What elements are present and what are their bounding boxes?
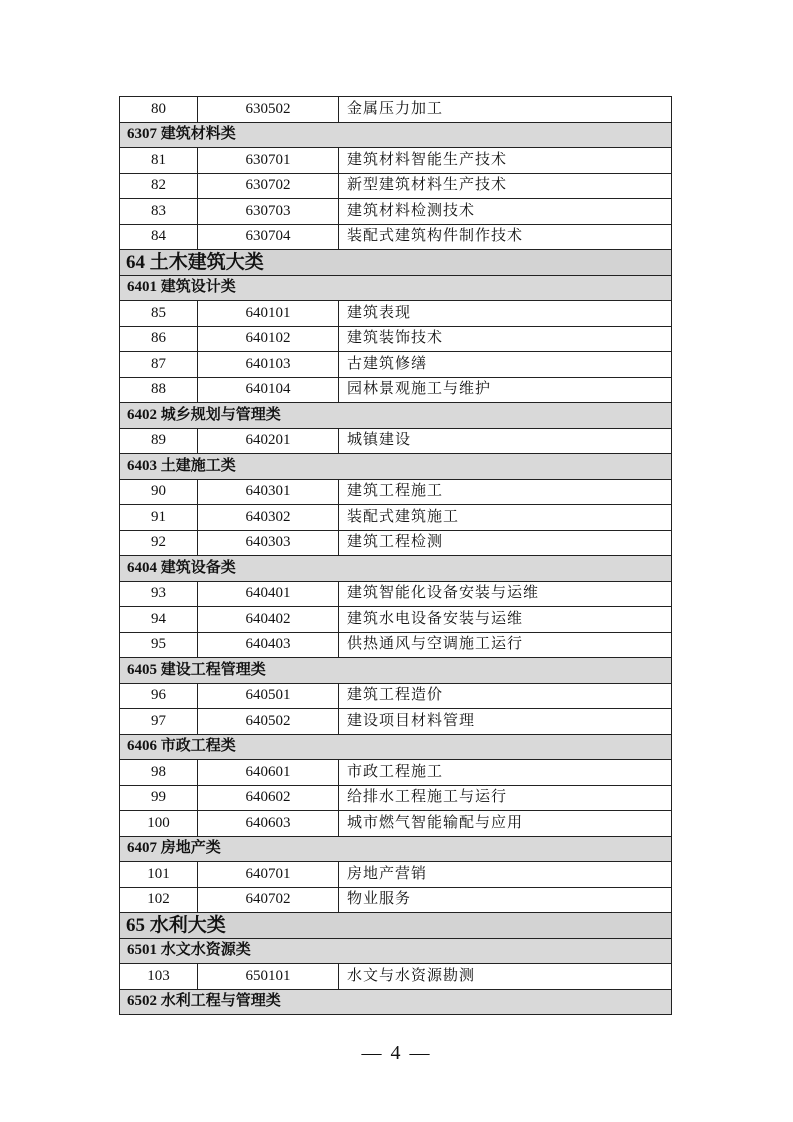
program-name: 给排水工程施工与运行 [339,785,672,811]
program-row [120,683,672,709]
program-number: 101 [120,862,198,888]
category-row [120,658,672,684]
program-number: 98 [120,760,198,786]
program-number: 85 [120,301,198,327]
program-number: 80 [120,97,198,123]
program-name: 建筑工程检测 [339,530,672,556]
program-number: 100 [120,811,198,837]
program-number: 91 [120,505,198,531]
program-row [120,428,672,454]
program-name: 供热通风与空调施工运行 [339,632,672,658]
category-row [120,122,672,148]
program-name: 建筑工程施工 [339,479,672,505]
program-row [120,505,672,531]
program-name: 建筑材料智能生产技术 [339,148,672,174]
program-code: 640602 [198,785,339,811]
category-row [120,454,672,480]
program-row [120,811,672,837]
program-code: 640102 [198,326,339,352]
program-code: 640302 [198,505,339,531]
program-code: 640502 [198,709,339,735]
program-number: 103 [120,964,198,990]
program-name: 建筑表现 [339,301,672,327]
program-code: 630702 [198,173,339,199]
program-table [119,96,672,1015]
program-row [120,377,672,403]
category-row [120,556,672,582]
category-label: 6502 水利工程与管理类 [120,989,672,1015]
program-number: 96 [120,683,198,709]
program-name: 金属压力加工 [339,97,672,123]
program-number: 99 [120,785,198,811]
program-number: 82 [120,173,198,199]
program-row [120,173,672,199]
program-code: 640702 [198,887,339,913]
program-row [120,224,672,250]
program-number: 92 [120,530,198,556]
program-code: 630502 [198,97,339,123]
program-code: 640402 [198,607,339,633]
program-name: 新型建筑材料生产技术 [339,173,672,199]
program-name: 城镇建设 [339,428,672,454]
program-row [120,760,672,786]
program-code: 640101 [198,301,339,327]
program-name: 建筑装饰技术 [339,326,672,352]
major-category-row [120,250,672,276]
program-code: 640603 [198,811,339,837]
category-label: 6402 城乡规划与管理类 [120,403,672,429]
program-row [120,632,672,658]
program-number: 102 [120,887,198,913]
program-number: 93 [120,581,198,607]
program-row [120,326,672,352]
category-label: 6404 建筑设备类 [120,556,672,582]
category-label: 6407 房地产类 [120,836,672,862]
program-code: 640104 [198,377,339,403]
program-name: 古建筑修缮 [339,352,672,378]
major-category-label: 64 土木建筑大类 [120,250,672,276]
program-row [120,785,672,811]
program-number: 90 [120,479,198,505]
program-code: 640501 [198,683,339,709]
program-name: 建筑智能化设备安装与运维 [339,581,672,607]
program-number: 94 [120,607,198,633]
program-name: 城市燃气智能输配与应用 [339,811,672,837]
program-number: 81 [120,148,198,174]
program-name: 建筑材料检测技术 [339,199,672,225]
program-name: 市政工程施工 [339,760,672,786]
program-name: 园林景观施工与维护 [339,377,672,403]
program-number: 95 [120,632,198,658]
page-number: — 4 — [361,1042,432,1064]
category-label: 6401 建筑设计类 [120,275,672,301]
program-row [120,148,672,174]
category-row [120,275,672,301]
category-row [120,938,672,964]
program-number: 86 [120,326,198,352]
program-name: 装配式建筑施工 [339,505,672,531]
program-name: 房地产营销 [339,862,672,888]
program-name: 建筑工程造价 [339,683,672,709]
category-row [120,734,672,760]
major-category-label: 65 水利大类 [120,913,672,939]
category-row [120,989,672,1015]
program-code: 640401 [198,581,339,607]
category-label: 6405 建设工程管理类 [120,658,672,684]
major-category-row [120,913,672,939]
program-name: 建筑水电设备安装与运维 [339,607,672,633]
program-table-body [120,97,672,1015]
program-row [120,964,672,990]
program-code: 640701 [198,862,339,888]
program-row [120,97,672,123]
category-row [120,836,672,862]
program-row [120,581,672,607]
program-row [120,709,672,735]
program-number: 97 [120,709,198,735]
program-name: 建设项目材料管理 [339,709,672,735]
program-code: 640303 [198,530,339,556]
category-label: 6501 水文水资源类 [120,938,672,964]
program-name: 水文与水资源勘测 [339,964,672,990]
program-row [120,301,672,327]
program-row [120,887,672,913]
program-code: 640301 [198,479,339,505]
program-code: 640601 [198,760,339,786]
program-number: 83 [120,199,198,225]
program-number: 84 [120,224,198,250]
category-row [120,403,672,429]
program-number: 87 [120,352,198,378]
program-code: 630701 [198,148,339,174]
program-row [120,530,672,556]
category-label: 6406 市政工程类 [120,734,672,760]
program-name: 物业服务 [339,887,672,913]
program-row [120,352,672,378]
program-row [120,479,672,505]
program-code: 630703 [198,199,339,225]
category-label: 6403 土建施工类 [120,454,672,480]
program-code: 640403 [198,632,339,658]
program-row [120,199,672,225]
program-number: 89 [120,428,198,454]
program-row [120,607,672,633]
program-number: 88 [120,377,198,403]
program-code: 630704 [198,224,339,250]
program-code: 650101 [198,964,339,990]
program-name: 装配式建筑构件制作技术 [339,224,672,250]
category-label: 6307 建筑材料类 [120,122,672,148]
program-code: 640201 [198,428,339,454]
program-row [120,862,672,888]
program-code: 640103 [198,352,339,378]
